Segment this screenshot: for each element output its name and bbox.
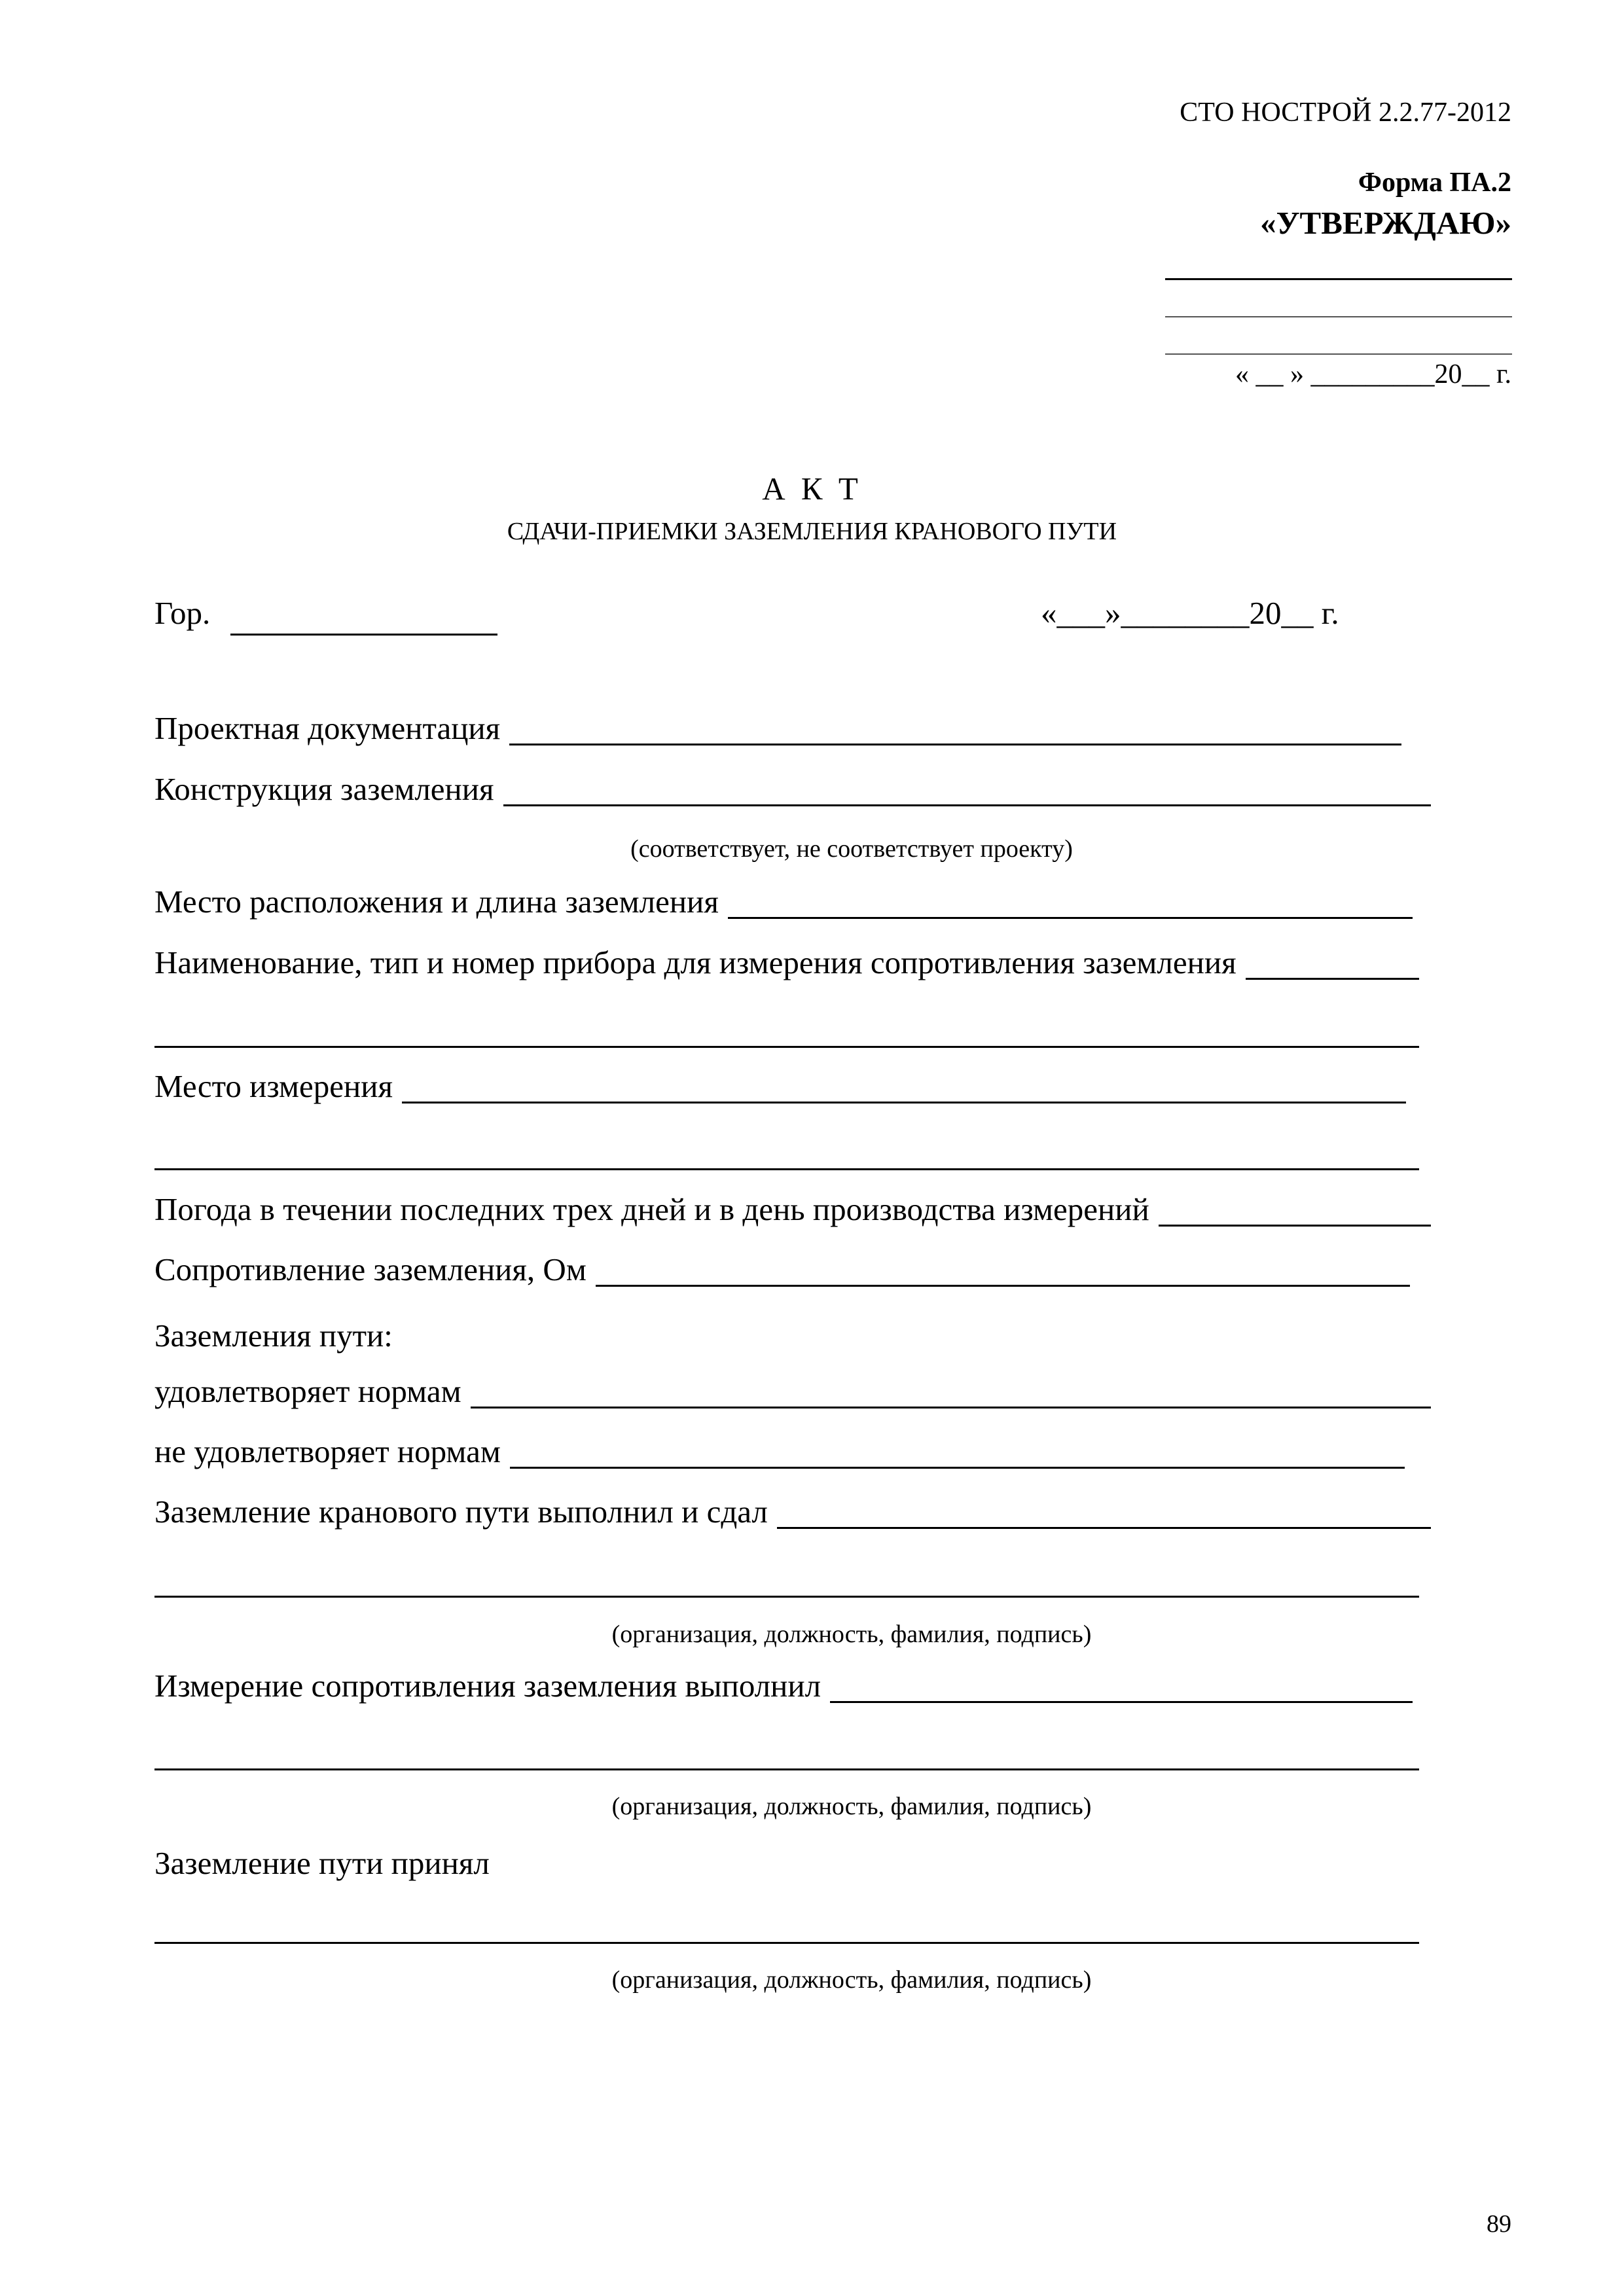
act-title: А К Т <box>762 471 862 507</box>
not-meets-field[interactable] <box>510 1460 1405 1469</box>
not-meets-label: не удовлетворяет нормам <box>154 1433 501 1469</box>
construction-note: (соответствует, не соответствует проекту) <box>630 835 1073 863</box>
device-label: Наименование, тип и номер прибора для измерения сопротивления заземления <box>154 944 1236 980</box>
approve-date[interactable]: « __ » _________20__ г. <box>1235 359 1511 389</box>
performed-by-field[interactable] <box>777 1520 1431 1529</box>
act-date[interactable]: «___»________20__ г. <box>1041 595 1339 631</box>
measure-place-field-cont[interactable] <box>154 1168 1419 1170</box>
accepted-by-field[interactable] <box>154 1942 1419 1944</box>
weather-row <box>154 1191 1431 1230</box>
measure-place-label: Место измерения <box>154 1068 393 1104</box>
weather-label: Погода в течении последних трех дней и в день производства измерений <box>154 1191 1149 1227</box>
approve-heading: «УТВЕРЖДАЮ» <box>1260 205 1511 241</box>
form-number: Форма ПА.2 <box>1358 168 1511 198</box>
meets-field[interactable] <box>471 1400 1431 1408</box>
location-field[interactable] <box>728 910 1413 919</box>
meets-row <box>154 1373 1431 1412</box>
page-number: 89 <box>1487 2210 1511 2238</box>
weather-field[interactable] <box>1159 1218 1431 1227</box>
standard-code: СТО НОСТРОЙ 2.2.77-2012 <box>1180 98 1511 128</box>
signature-note-2: (организация, должность, фамилия, подпись) <box>611 1793 1092 1820</box>
act-subtitle: СДАЧИ-ПРИЕМКИ ЗАЗЕМЛЕНИЯ КРАНОВОГО ПУТИ <box>507 518 1117 545</box>
device-field[interactable] <box>1246 971 1419 980</box>
measured-by-field[interactable] <box>830 1695 1413 1703</box>
approver-line-2[interactable] <box>1165 316 1512 317</box>
measure-place-field[interactable] <box>402 1095 1406 1103</box>
construction-row <box>154 771 1431 810</box>
resistance-label: Сопротивление заземления, Ом <box>154 1251 586 1287</box>
performed-by-label: Заземление кранового пути выполнил и сдал <box>154 1494 768 1530</box>
meets-label: удовлетворяет нормам <box>154 1373 461 1409</box>
accepted-by-label: Заземление пути принял <box>154 1845 490 1881</box>
resistance-row <box>154 1251 1410 1291</box>
signature-note-3: (организация, должность, фамилия, подпись) <box>611 1966 1092 1994</box>
performed-by-row <box>154 1494 1431 1533</box>
signature-note-1: (организация, должность, фамилия, подпись) <box>611 1621 1092 1648</box>
measured-by-field-cont[interactable] <box>154 1768 1419 1770</box>
device-row <box>154 944 1419 984</box>
project-docs-field[interactable] <box>509 737 1401 745</box>
resistance-field[interactable] <box>596 1278 1410 1287</box>
project-docs-row <box>154 710 1401 749</box>
construction-field[interactable] <box>503 798 1431 806</box>
city-field[interactable] <box>230 634 497 636</box>
measured-by-row <box>154 1668 1413 1707</box>
measure-place-row <box>154 1068 1406 1107</box>
approver-line-1[interactable] <box>1165 278 1512 280</box>
project-docs-label: Проектная документация <box>154 710 501 746</box>
approver-line-3[interactable] <box>1165 353 1512 355</box>
city-label: Гор. <box>154 595 211 631</box>
construction-label: Конструкция заземления <box>154 771 494 807</box>
location-row <box>154 884 1413 923</box>
measured-by-label: Измерение сопротивления заземления выполнил <box>154 1668 821 1704</box>
track-grounding-label: Заземления пути: <box>154 1318 393 1354</box>
performed-by-field-cont[interactable] <box>154 1596 1419 1598</box>
device-field-cont[interactable] <box>154 1046 1419 1048</box>
location-label: Место расположения и длина заземления <box>154 884 719 920</box>
not-meets-row <box>154 1433 1405 1473</box>
